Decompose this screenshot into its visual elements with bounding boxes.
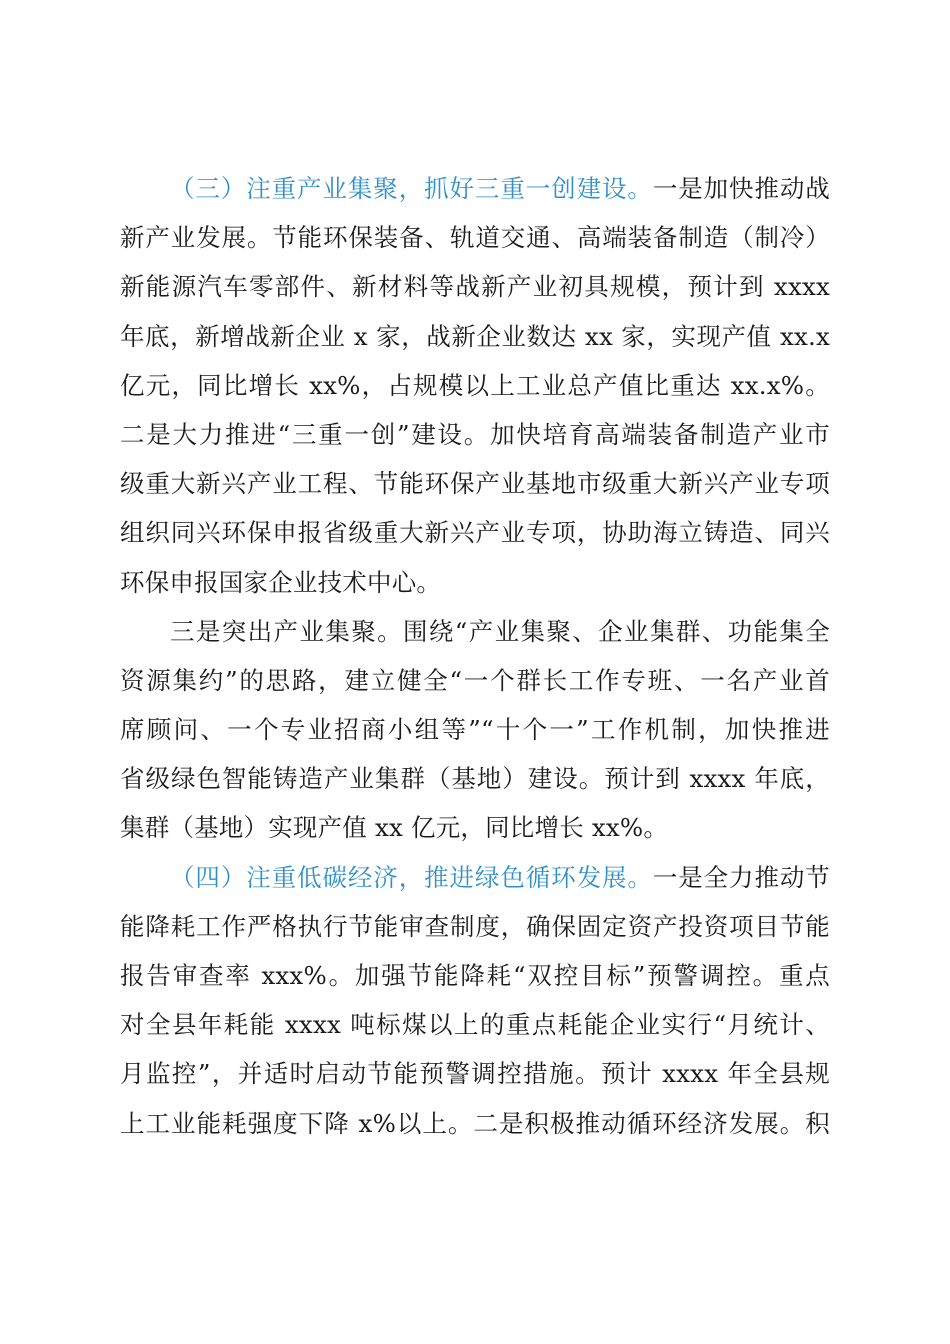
paragraph-line: 组织同兴环保申报省级重大新兴产业专项，协助海立铸造、同兴 <box>120 518 830 548</box>
line-text: 一是全力推动节 <box>652 862 830 892</box>
section-heading: （三）注重产业集聚，抓好三重一创建设。 <box>170 174 653 203</box>
paragraph-line: 年底，新增战新企业 x 家，战新企业数达 xx 家，实现产值 xx.x <box>120 321 830 351</box>
section-heading: （四）注重低碳经济，推进绿色循环发展。 <box>170 862 653 892</box>
paragraph-line: 省级绿色智能铸造产业集群（基地）建设。预计到 xxxx 年底， <box>120 764 830 794</box>
paragraph-line: 资源集约”的思路，建立健全“一个群长工作专班、一名产业首 <box>120 665 830 695</box>
paragraph-line: 新产业发展。节能环保装备、轨道交通、高端装备制造（制冷） <box>120 223 830 253</box>
paragraph-line: 三是突出产业集聚。围绕“产业集聚、企业集群、功能集全 <box>170 616 830 646</box>
paragraph-line: 上工业能耗强度下降 x%以上。二是积极推动循环经济发展。积 <box>120 1108 830 1138</box>
paragraph-line: 能降耗工作严格执行节能审查制度，确保固定资产投资项目节能 <box>120 911 830 941</box>
paragraph-line: 月监控”，并适时启动节能预警调控措施。预计 xxxx 年全县规 <box>120 1059 830 1089</box>
paragraph-line: 二是大力推进“三重一创”建设。加快培育高端装备制造产业市 <box>120 419 830 449</box>
paragraph-line: 集群（基地）实现产值 xx 亿元，同比增长 xx%。 <box>120 813 669 843</box>
line-text: 一是加快推动战 <box>652 174 830 203</box>
paragraph-line: 环保申报国家企业技术中心。 <box>120 567 442 597</box>
document-body <box>120 164 830 1148</box>
paragraph-line: 亿元，同比增长 xx%，占规模以上工业总产值比重达 xx.x%。 <box>120 370 830 400</box>
paragraph-line: 席顾问、一个专业招商小组等”“十个一”工作机制，加快推进 <box>120 715 830 745</box>
paragraph-line: 报告审查率 xxx%。加强节能降耗“双控目标”预警调控。重点 <box>120 961 830 990</box>
paragraph-line: 级重大新兴产业工程、节能环保产业基地市级重大新兴产业专项 <box>120 469 830 499</box>
paragraph-line <box>120 164 830 213</box>
paragraph-line <box>120 853 830 902</box>
paragraph-line: 新能源汽车零部件、新材料等战新产业初具规模，预计到 xxxx <box>120 272 830 302</box>
paragraph-line: 对全县年耗能 xxxx 吨标煤以上的重点耗能企业实行“月统计、 <box>120 1010 830 1040</box>
